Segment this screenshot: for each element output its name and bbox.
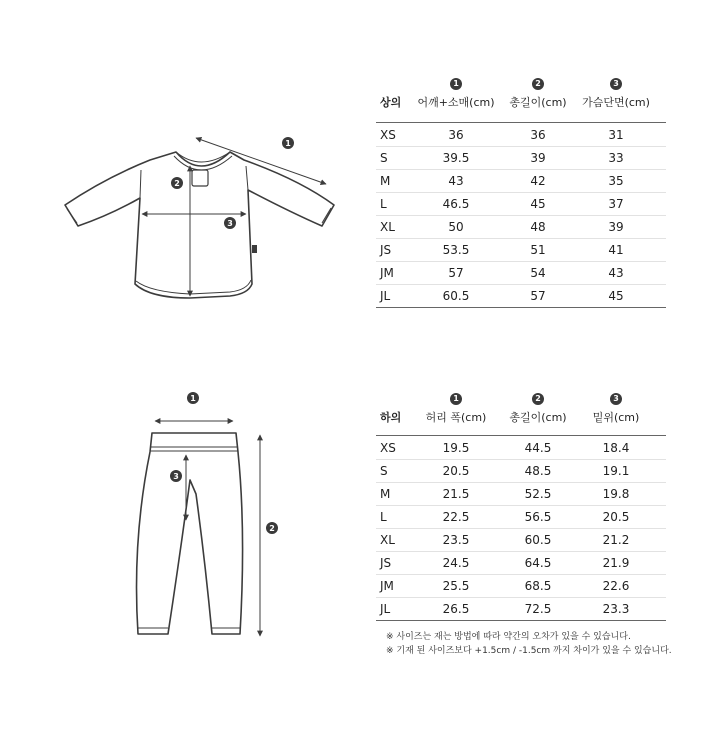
table-cell: 53.5 <box>442 243 470 257</box>
table-cell: 48.5 <box>524 464 552 478</box>
table-cell: 68.5 <box>524 579 552 593</box>
table-bottom-divider <box>376 307 666 308</box>
table-cell: 50 <box>448 220 464 234</box>
bottom-pants-drawing <box>137 433 243 634</box>
table-cell: 43 <box>448 174 464 188</box>
svg-text:1: 1 <box>285 139 291 148</box>
tolerance-note: ※ 기재 된 사이즈보다 +1.5cm / -1.5cm 까지 차이가 있을 수 있습니다. <box>386 646 672 656</box>
bottom-marker-3 <box>170 470 182 482</box>
table-cell: 24.5 <box>442 556 470 570</box>
table-cell: 51 <box>530 243 546 257</box>
table-row <box>376 483 666 505</box>
category-label: 상의 <box>380 96 402 109</box>
table-row <box>376 552 666 574</box>
table-header <box>376 92 666 114</box>
bottom-marker-2 <box>266 522 278 534</box>
table-cell: 48 <box>530 220 546 234</box>
table-cell: 21.9 <box>602 556 630 570</box>
table-cell: 39.5 <box>442 151 470 165</box>
table-row <box>376 285 666 307</box>
column-header: 밑위(cm) <box>592 411 640 424</box>
table-cell: 25.5 <box>442 579 470 593</box>
measurement-note: ※ 사이즈는 재는 방법에 따라 약간의 오차가 있을 수 있습니다. <box>386 632 631 642</box>
top-shirt-drawing <box>65 152 334 298</box>
top-size-table <box>376 72 666 312</box>
top-marker-3 <box>224 217 236 229</box>
column-header: 허리 폭(cm) <box>425 411 487 424</box>
column-header: 총길이(cm) <box>509 96 567 109</box>
marker-badge: 2 <box>532 393 544 405</box>
header-divider <box>376 122 666 123</box>
svg-text:3: 3 <box>227 219 233 228</box>
table-row <box>376 598 666 620</box>
table-cell: 37 <box>608 197 624 211</box>
svg-text:2: 2 <box>269 524 275 533</box>
size-label: JL <box>380 289 391 303</box>
top-shoulder-sleeve-arrow <box>196 138 326 184</box>
table-cell: 31 <box>608 128 624 142</box>
table-cell: 52.5 <box>524 487 552 501</box>
table-cell: 19.5 <box>442 441 470 455</box>
table-cell: 22.6 <box>602 579 630 593</box>
table-row <box>376 147 666 169</box>
size-label: L <box>380 510 387 524</box>
size-label: M <box>380 174 391 188</box>
size-label: XL <box>380 533 395 547</box>
table-cell: 56.5 <box>524 510 552 524</box>
bottom-marker-1 <box>187 392 199 404</box>
table-cell: 36 <box>448 128 464 142</box>
size-label: L <box>380 197 387 211</box>
size-label: XL <box>380 220 395 234</box>
column-markers <box>376 72 666 94</box>
table-cell: 60.5 <box>442 289 470 303</box>
table-cell: 19.8 <box>602 487 630 501</box>
size-label: JM <box>380 266 394 280</box>
table-cell: 19.1 <box>602 464 630 478</box>
column-header: 가슴단면(cm) <box>582 96 650 109</box>
table-cell: 26.5 <box>442 602 470 616</box>
table-cell: 18.4 <box>602 441 630 455</box>
table-cell: 45 <box>530 197 546 211</box>
table-cell: 39 <box>530 151 546 165</box>
table-cell: 20.5 <box>602 510 630 524</box>
table-cell: 21.2 <box>602 533 630 547</box>
column-header: 총길이(cm) <box>509 411 567 424</box>
header-divider <box>376 435 666 436</box>
table-cell: 23.5 <box>442 533 470 547</box>
table-cell: 39 <box>608 220 624 234</box>
svg-text:3: 3 <box>173 472 179 481</box>
size-label: XS <box>380 441 396 455</box>
table-cell: 72.5 <box>524 602 552 616</box>
table-cell: 42 <box>530 174 546 188</box>
table-row <box>376 262 666 284</box>
table-cell: 54 <box>530 266 546 280</box>
table-cell: 60.5 <box>524 533 552 547</box>
table-cell: 36 <box>530 128 546 142</box>
top-marker-1 <box>282 137 294 149</box>
table-row <box>376 193 666 215</box>
table-cell: 46.5 <box>442 197 470 211</box>
table-cell: 22.5 <box>442 510 470 524</box>
size-label: JL <box>380 602 391 616</box>
marker-badge: 2 <box>532 78 544 90</box>
table-cell: 41 <box>608 243 624 257</box>
size-label: XS <box>380 128 396 142</box>
category-label: 하의 <box>380 411 402 424</box>
table-row <box>376 575 666 597</box>
table-row <box>376 239 666 261</box>
table-cell: 20.5 <box>442 464 470 478</box>
marker-badge: 1 <box>450 78 462 90</box>
table-row <box>376 529 666 551</box>
marker-badge: 3 <box>610 78 622 90</box>
column-header: 어깨+소매(cm) <box>417 96 495 109</box>
table-cell: 21.5 <box>442 487 470 501</box>
size-label: JS <box>380 243 392 257</box>
top-marker-2 <box>171 177 183 189</box>
svg-text:2: 2 <box>174 179 180 188</box>
size-label: M <box>380 487 391 501</box>
table-bottom-divider <box>376 620 666 621</box>
table-cell: 57 <box>530 289 546 303</box>
table-row <box>376 437 666 459</box>
table-cell: 33 <box>608 151 624 165</box>
size-label: S <box>380 151 388 165</box>
table-cell: 43 <box>608 266 624 280</box>
table-cell: 23.3 <box>602 602 630 616</box>
table-cell: 57 <box>448 266 464 280</box>
table-cell: 64.5 <box>524 556 552 570</box>
column-markers <box>376 387 666 409</box>
marker-badge: 3 <box>610 393 622 405</box>
table-cell: 35 <box>608 174 624 188</box>
table-header <box>376 407 666 429</box>
table-row <box>376 216 666 238</box>
svg-text:1: 1 <box>190 394 196 403</box>
table-row <box>376 460 666 482</box>
size-label: JM <box>380 579 394 593</box>
size-label: S <box>380 464 388 478</box>
size-label: JS <box>380 556 392 570</box>
table-row <box>376 170 666 192</box>
bottom-size-table <box>376 387 666 627</box>
table-cell: 44.5 <box>524 441 552 455</box>
table-cell: 45 <box>608 289 624 303</box>
table-row <box>376 124 666 146</box>
marker-badge: 1 <box>450 393 462 405</box>
table-row <box>376 506 666 528</box>
